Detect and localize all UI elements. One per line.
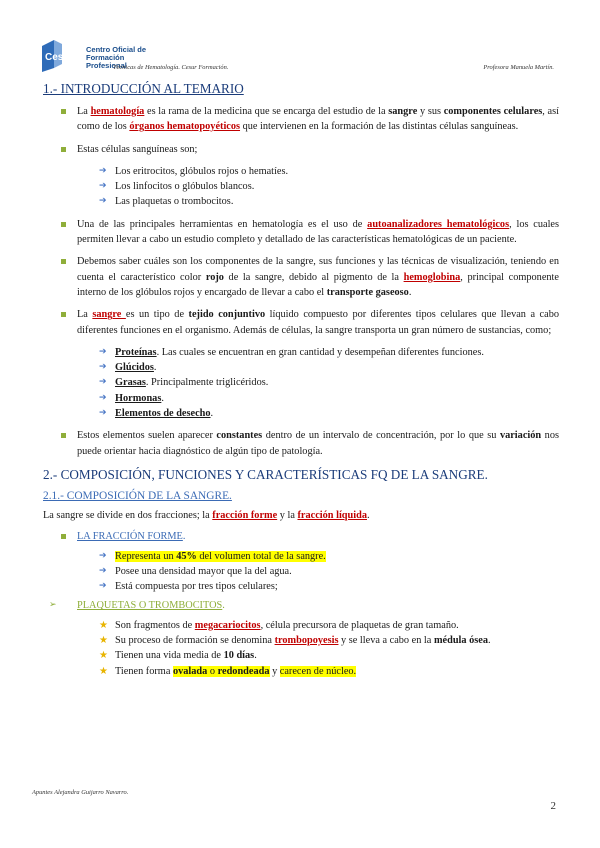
cell-list: [43, 164, 559, 210]
list-item: ➔ Proteínas. Las cuales se encuentran en gran cantidad y desempeñan diferentes funciones.: [43, 345, 559, 360]
star-icon: ★: [99, 619, 108, 631]
arrow-icon: ➔: [99, 346, 107, 357]
page-number: 2: [550, 800, 556, 812]
cesur-logo-icon: [40, 38, 84, 74]
header-teacher: Profesora Manuela Martín.: [483, 64, 554, 71]
arrow-icon: ➔: [99, 408, 107, 419]
arrow-icon: ➔: [99, 581, 107, 592]
term-organos: órganos hematopoyéticos: [129, 121, 241, 133]
logo-brand: Cesur: [45, 52, 74, 63]
square-bullet-icon: [61, 433, 66, 438]
page-header: [40, 38, 560, 78]
arrow-icon: ➔: [99, 362, 107, 373]
triangle-arrow-icon: ➢: [49, 600, 57, 611]
paragraph-sangre: La sangre es un tipo de tejido conjuntivo líquido compuesto por diferentes tipos celulares que llevan a cabo diferentes funciones en el organismo. Además de células, la sangre transporta un gran número de sustancias, como;: [43, 307, 559, 338]
paragraph-constantes: Estos elementos suelen aparecer constantes dentro de un intervalo de concentración, por lo que su variación nos puede orientar hacia diagnóstico de algún tipo de patología.: [43, 428, 559, 459]
list-item: ➔ Posee una densidad mayor que la del agua.: [43, 564, 559, 579]
list-item: ➔ Representa un 45% del volumen total de la sangre.: [43, 549, 559, 564]
square-bullet-icon: [61, 312, 66, 317]
footer-note: Apuntes Alejandra Guijarro Navarro.: [32, 789, 129, 796]
arrow-icon: ➔: [99, 196, 107, 207]
list-item: ★ Su proceso de formación se denomina trombopoyesis y se lleva a cabo en la médula ósea.: [43, 633, 559, 648]
list-item: ➔ Los eritrocitos, glóbulos rojos o hematíes.: [43, 164, 559, 179]
arrow-icon: ➔: [99, 565, 107, 576]
paragraph-celulas: Estas células sanguíneas son;: [43, 142, 559, 157]
list-item: ➔ Las plaquetas o trombocitos.: [43, 194, 559, 209]
square-bullet-icon: [61, 259, 66, 264]
paragraph-hematologia: La hematología es la rama de la medicina que se encarga del estudio de la sangre y sus componentes celulares, así como de los órganos hematopoyéticos que intervienen en la formación de las distintas células sanguíneas.: [43, 104, 559, 135]
logo-line-2: Formación Profesional: [86, 53, 127, 70]
list-item: ➔ Elementos de desecho.: [43, 406, 559, 421]
header-course: Técnicas de Hematología. Cesur Formación.: [113, 64, 229, 71]
star-icon: ★: [99, 665, 108, 677]
star-icon: ★: [99, 635, 108, 647]
paragraph-autoanalizadores: Una de las principales herramientas en hematología es el uso de autoanalizadores hematológicos, los cuales permiten llevar a cabo un estudio completo y detallado de las características hematológicas de un paciente.: [43, 217, 559, 248]
term-fraccion-liquida: fracción líquida: [297, 509, 367, 521]
plaquetas-heading: ➢ PLAQUETAS O TROMBOCITOS.: [43, 598, 559, 613]
page-content: [43, 80, 559, 686]
fraccion-forme-list: [43, 549, 559, 595]
list-item: ➔ Está compuesta por tres tipos celulares;: [43, 579, 559, 594]
substance-list: [43, 345, 559, 421]
square-bullet-icon: [61, 534, 66, 539]
term-sangre: sangre: [92, 309, 126, 321]
square-bullet-icon: [61, 222, 66, 227]
fraccion-forme-heading: LA FRACCIÓN FORME.: [43, 529, 559, 544]
term-fraccion-forme: fracción forme: [212, 509, 278, 521]
term-hematologia: hematología: [90, 106, 145, 117]
arrow-icon: ➔: [99, 377, 107, 388]
star-icon: ★: [99, 650, 108, 662]
paragraph-fracciones: La sangre se divide en dos fracciones; la fracción forme y la fracción líquida.: [43, 509, 370, 521]
list-item: ★ Tienen una vida media de 10 días.: [43, 648, 559, 663]
square-bullet-icon: [61, 147, 66, 152]
section-2-1-title: 2.1.- COMPOSICIÓN DE LA SANGRE.: [43, 489, 232, 502]
list-item: ➔ Hormonas.: [43, 391, 559, 406]
arrow-icon: ➔: [99, 550, 107, 561]
paragraph-componentes: Debemos saber cuáles son los componentes de la sangre, sus funciones y las técnicas de visualización, teniendo en cuenta el característico color rojo de la sangre, debido al pigmento de la hemoglobina, principal componente interno de los glóbulos rojos y encargado de llevar a cabo el transporte gaseoso.: [43, 254, 559, 300]
section-1-title: 1.- INTRODUCCIÓN AL TEMARIO: [43, 81, 244, 96]
logo-line-1: Centro Oficial de: [86, 45, 147, 54]
list-item: ➔ Glúcidos.: [43, 360, 559, 375]
square-bullet-icon: [61, 109, 66, 114]
list-item: ➔ Grasas. Principalmente triglicéridos.: [43, 375, 559, 390]
arrow-icon: ➔: [99, 392, 107, 403]
plaquetas-list: [43, 618, 559, 679]
list-item: ➔ Los linfocitos o glóbulos blancos.: [43, 179, 559, 194]
list-item: ★ Tienen forma ovalada o redondeada y carecen de núcleo.: [43, 664, 559, 679]
arrow-icon: ➔: [99, 181, 107, 192]
section-2-title: 2.- COMPOSICIÓN, FUNCIONES Y CARACTERÍSTICAS FQ DE LA SANGRE.: [43, 466, 488, 482]
list-item: ★ Son fragmentos de megacariocitos, célula precursora de plaquetas de gran tamaño.: [43, 618, 559, 633]
term-autoanalizadores: autoanalizadores hematológicos: [367, 218, 510, 230]
arrow-icon: ➔: [99, 165, 107, 176]
term-hemoglobina: hemoglobina: [403, 271, 461, 283]
